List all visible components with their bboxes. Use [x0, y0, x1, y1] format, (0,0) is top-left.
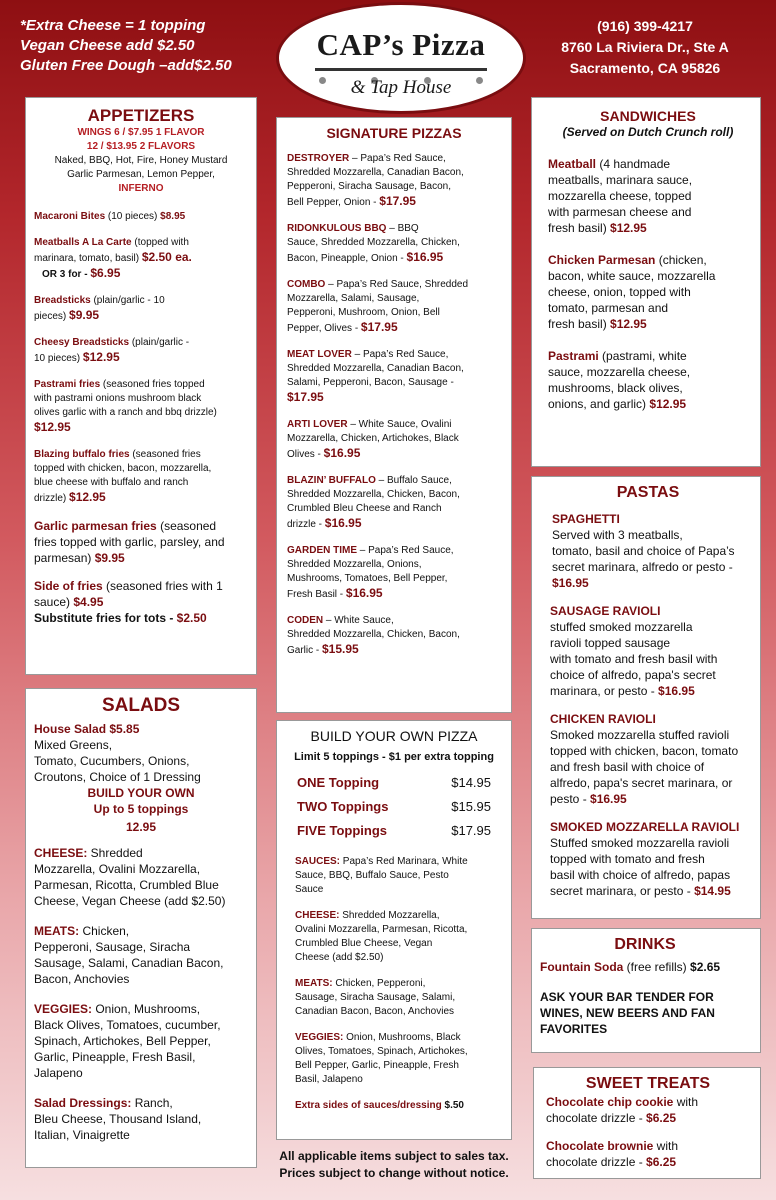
drinks-section: [531, 928, 761, 1053]
item-macaroni-bites: Macaroni Bites (10 pieces) $8.95: [34, 211, 186, 222]
wing-flavors-1: Naked, BBQ, Hot, Fire, Honey Mustard: [54, 155, 228, 166]
build-pizza-section: [276, 720, 512, 1140]
option-one-topping: ONE Topping $14.95: [297, 775, 491, 790]
signature-title: SIGNATURE PIZZAS: [326, 125, 462, 141]
item-cheesy-breadsticks: Cheesy Breadsticks (plain/garlic - 10 pieces) $12.95: [34, 337, 190, 364]
sandwich-pastrami: Pastrami (pastrami, white sauce, mozzarella cheese, mushrooms, black olives, onions, and garlic) $12.95: [548, 349, 691, 411]
pizza-blazin-buffalo: BLAZIN’ BUFFALO – Buffalo Sauce, Shredded Mozzarella, Chicken, Bacon, Crumbled Bleu Cheese and Ranch drizzle - $16.95: [287, 475, 460, 530]
address-line-2: Sacramento, CA 95826: [569, 60, 721, 76]
pasta-chicken-ravioli: CHICKEN RAVIOLI Smoked mozzarella stuffed ravioli topped with chicken, bacon, tomato and fresh basil with choice of alfredo, papa's secret marinara, or pesto - $16.95: [550, 712, 739, 806]
note-vegan-cheese: Vegan Cheese add $2.50: [20, 37, 195, 54]
extra-sauces: Extra sides of sauces/dressing $.50: [295, 1100, 464, 1111]
signature-list: [287, 152, 501, 658]
sweet-treats-title: SWEET TREATS: [585, 1075, 711, 1092]
footer-prices: Prices subject to change without notice.: [279, 1166, 509, 1180]
pizza-sauces: SAUCES: Papa’s Red Marinara, White Sauce, BBQ, Buffalo Sauce, Pesto Sauce: [295, 856, 468, 895]
salad-cheese: CHEESE: Shredded Mozzarella, Ovalini Mozzarella, Parmesan, Ricotta, Crumbled Blue Cheese, Vegan Cheese (add $2.50): [34, 846, 226, 908]
signature-pizzas-section: [276, 117, 512, 713]
build-pizza-limit: Limit 5 toppings - $1 per extra topping: [294, 751, 494, 763]
pizza-cheese: CHEESE: Shredded Mozzarella, Ovalini Mozzarella, Parmesan, Ricotta, Crumbled Blue Cheese, Vegan Cheese (add $2.50): [295, 910, 468, 963]
item-house-salad: House Salad $5.85 Mixed Greens, Tomato, Cucumbers, Onions, Croutons, Choice of 1 Dressing: [34, 722, 201, 784]
drink-fountain-soda: Fountain Soda (free refills) $2.65: [540, 960, 721, 974]
wings-6: WINGS 6 / $7.95 1 FLAVOR: [77, 127, 205, 138]
pizza-combo: COMBO – Papa’s Red Sauce, Shredded Mozzarella, Salami, Sausage, Pepperoni, Mushroom, Onion, Bell Pepper, Olives - $17.95: [287, 279, 469, 334]
pizza-veggies: VEGGIES: Onion, Mushrooms, Black Olives, Tomatoes, Spinach, Artichokes, Bell Pepper, Garlic, Pineapple, Fresh Basil, Jalapeno: [295, 1032, 468, 1085]
build-salad-title: BUILD YOUR OWN: [87, 786, 195, 800]
header-notes: [20, 16, 232, 76]
sandwich-chicken-parmesan: Chicken Parmesan (chicken, bacon, white sauce, mozzarella cheese, onion, topped with tomato, parmesan and fresh basil) $12.95: [548, 253, 716, 331]
item-side-of-fries: Side of fries (seasoned fries with 1 sauce) $4.95 Substitute fries for tots - $2.50: [34, 579, 223, 625]
build-pizza-title: BUILD YOUR OWN PIZZA: [310, 728, 478, 744]
pasta-spaghetti: SPAGHETTI Served with 3 meatballs, tomato, basil and choice of Papa’s secret marinara, alfredo or pesto - $16.95: [552, 512, 735, 590]
drinks-ask-bartender: ASK YOUR BAR TENDER FOR WINES, NEW BEERS AND FAN FAVORITES: [540, 990, 715, 1036]
topping-options: [287, 771, 501, 843]
build-salad-limit: Up to 5 toppings: [93, 802, 189, 816]
appetizers-title: APPETIZERS: [87, 106, 195, 125]
pizza-destroyer: DESTROYER – Papa’s Red Sauce, Shredded Mozzarella, Canadian Bacon, Pepperoni, Siracha Sausage, Bacon, Bell Pepper, Onion - $17.95: [287, 153, 464, 208]
logo: [276, 2, 526, 114]
pizza-meats: MEATS: Chicken, Pepperoni, Sausage, Siracha Sausage, Salami, Canadian Bacon, Bacon, Anchovies: [295, 978, 456, 1017]
appetizers-section: [25, 97, 257, 675]
sweet-cookie: Chocolate chip cookie with chocolate drizzle - $6.25: [546, 1095, 699, 1125]
sweet-brownie: Chocolate brownie with chocolate drizzle - $6.25: [546, 1139, 679, 1169]
item-pastrami-fries: Pastrami fries (seasoned fries topped with pastrami onions mushroom black olives garlic with a ranch and bbq drizzle) $12.95: [34, 379, 217, 434]
salad-dressings: Salad Dressings: Ranch, Bleu Cheese, Thousand Island, Italian, Vinaigrette: [34, 1096, 202, 1142]
salad-meats: MEATS: Chicken, Pepperoni, Sausage, Siracha Sausage, Salami, Canadian Bacon, Bacon, Anchovies: [34, 924, 224, 986]
sandwich-meatball: Meatball (4 handmade meatballs, marinara sauce, mozzarella cheese, topped with parmesan cheese and fresh basil) $12.95: [548, 157, 693, 235]
sweet-treats-section: [533, 1067, 761, 1179]
wing-flavors-2: Garlic Parmesan, Lemon Pepper,: [67, 169, 215, 180]
item-blazing-buffalo-fries: Blazing buffalo fries (seasoned fries topped with chicken, bacon, mozzarella, blue cheese with buffalo and ranch drizzle) $12.95: [34, 449, 212, 504]
sandwiches-section: [531, 97, 761, 467]
note-extra-cheese: *Extra Cheese = 1 topping: [20, 17, 206, 34]
pizza-coden: CODEN – White Sauce, Shredded Mozzarella, Chicken, Bacon, Garlic - $15.95: [287, 615, 460, 656]
item-breadsticks: Breadsticks (plain/garlic - 10 pieces) $9.95: [34, 295, 165, 322]
footer-tax: All applicable items subject to sales tax.: [279, 1149, 509, 1163]
item-garlic-parmesan-fries: Garlic parmesan fries (seasoned fries topped with garlic, parsley, and parmesan) $9.95: [34, 519, 225, 565]
item-meatballs: Meatballs A La Carte (topped with marinara, tomato, basil) $2.50 ea. OR 3 for - $6.95: [34, 237, 192, 280]
wings-12: 12 / $13.95 2 FLAVORS: [86, 141, 196, 152]
pasta-smoked-mozzarella-ravioli: SMOKED MOZZARELLA RAVIOLI Stuffed smoked mozzarella ravioli topped with tomato and fresh basil with choice of alfredo, papas secret marinara, or pesto - $14.95: [550, 820, 740, 898]
sandwiches-title: SANDWICHES: [600, 108, 696, 124]
pizza-meat-lover: MEAT LOVER – Papa’s Red Sauce, Shredded Mozzarella, Canadian Bacon, Salami, Pepperoni, Bacon, Sausage - $17.95: [287, 349, 464, 404]
build-salad-price: 12.95: [125, 820, 157, 834]
sandwiches-subtitle: (Served on Dutch Crunch roll): [562, 125, 734, 139]
footer-note: [276, 1148, 512, 1182]
pizza-ridonkulous-bbq: RIDONKULOUS BBQ – BBQ Sauce, Shredded Mozzarella, Chicken, Bacon, Pineapple, Onion - $16.95: [287, 223, 460, 264]
option-two-toppings: TWO Toppings $15.95: [297, 799, 491, 814]
salads-section: [25, 688, 257, 1168]
salads-title: SALADS: [101, 695, 181, 716]
contact-info: [540, 16, 750, 79]
address-line-1: 8760 La Riviera Dr., Ste A: [561, 39, 729, 55]
drinks-title: DRINKS: [614, 936, 676, 953]
pizza-garden-time: GARDEN TIME – Papa’s Red Sauce, Shredded Mozzarella, Onions, Mushrooms, Tomatoes, Bell Pepper, Fresh Basil - $16.95: [287, 545, 454, 600]
logo-divider: [315, 68, 487, 71]
salad-veggies: VEGGIES: Onion, Mushrooms, Black Olives, Tomatoes, cucumber, Spinach, Artichokes, Bell Pepper, Garlic, Pineapple, Fresh Basil, Jalapeno: [34, 1002, 221, 1080]
option-five-toppings: FIVE Toppings $17.95: [297, 823, 491, 838]
pastas-section: [531, 476, 761, 919]
logo-subtitle: & Tap House: [350, 77, 452, 98]
pastas-title: PASTAS: [616, 484, 680, 501]
inferno-flavor: INFERNO: [118, 183, 164, 194]
note-gluten-free: Gluten Free Dough –add$2.50: [20, 57, 232, 74]
phone: (916) 399-4217: [597, 18, 693, 34]
pasta-sausage-ravioli: SAUSAGE RAVIOLI stuffed smoked mozzarella ravioli topped sausage with tomato and fresh basil with choice of alfredo, papa's secret marinara, or pesto - $16.95: [550, 604, 718, 698]
pizza-arti-lover: ARTI LOVER – White Sauce, Ovalini Mozzarella, Chicken, Artichokes, Black Olives - $16.95: [287, 419, 459, 460]
logo-title: CAP’s Pizza: [316, 27, 486, 62]
